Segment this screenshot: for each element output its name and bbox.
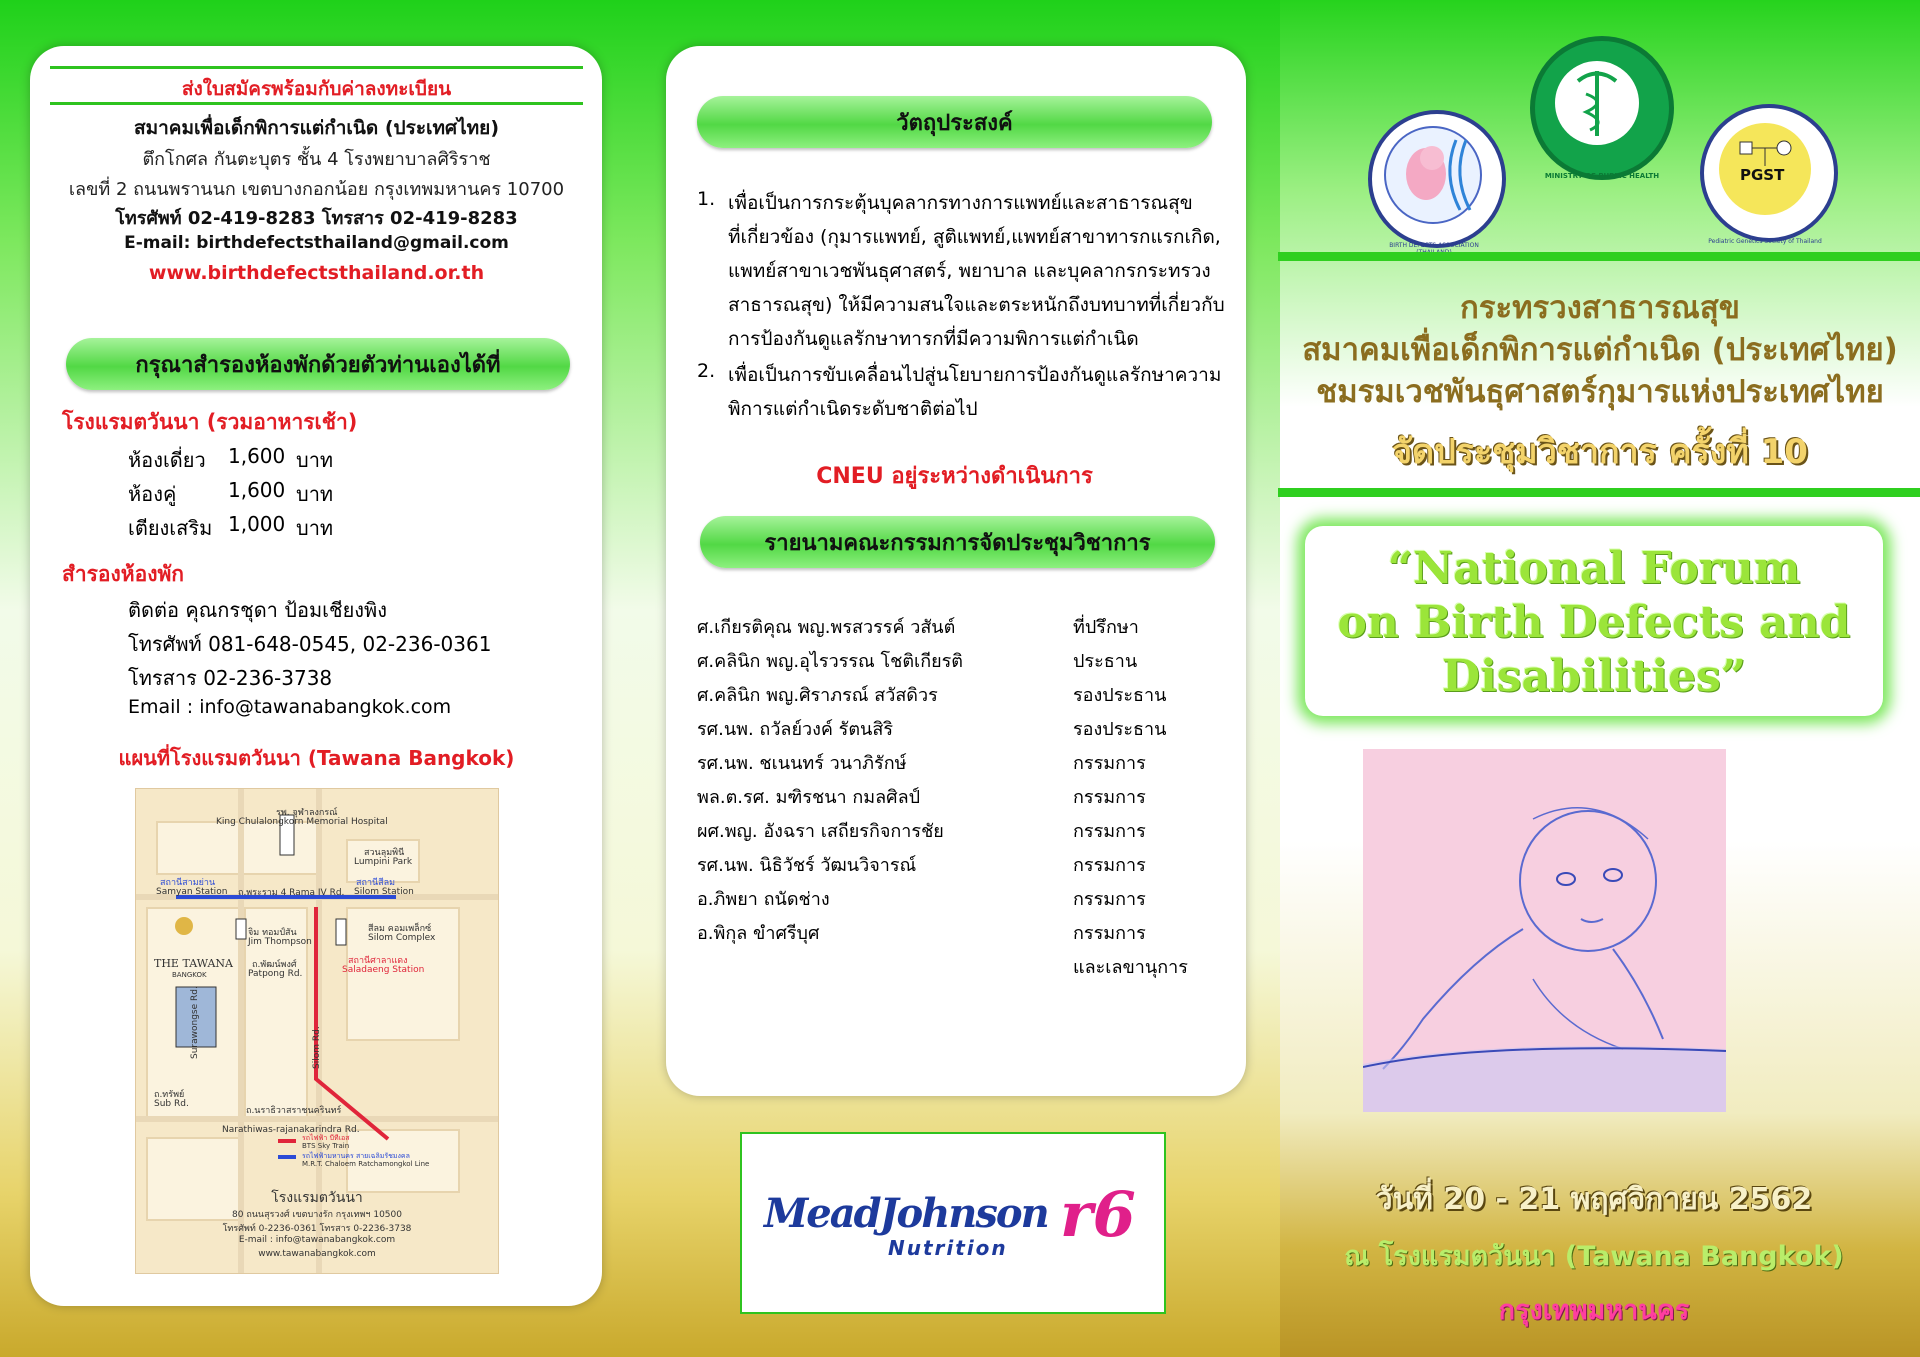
map-tawana-sub: BANGKOK xyxy=(172,971,207,979)
send-application-header: ส่งใบสมัครพร้อมกับค่าลงทะเบียน xyxy=(181,78,452,100)
objective-1-line-4: สาธารณสุข) ให้มีความสนใจและตระหนักถึงบทบาทที่เกี่ยวกับ xyxy=(728,294,1225,316)
hotel-title: โรงแรมตวันนา (รวมอาหารเช้า) xyxy=(62,410,358,434)
committee-name-5: รศ.นพ. ชเนนทร์ วนาภิรักษ์ xyxy=(697,753,907,774)
event-venue: ณ โรงแรมตวันนา (Tawana Bangkok) xyxy=(1344,1241,1844,1272)
committee-role-6: กรรมการ xyxy=(1073,787,1146,808)
association-name: สมาคมเพื่อเด็กพิการแต่กำเนิด (ประเทศไทย) xyxy=(133,117,500,139)
baby-image xyxy=(1363,749,1726,1112)
baby-sketch xyxy=(1363,749,1726,1112)
room-extra-name: เตียงเสริม xyxy=(128,516,213,540)
map-mrt-en: M.R.T. Chaloem Ratchamongkol Line xyxy=(302,1160,430,1168)
org-ministry: กระทรวงสาธารณสุข xyxy=(1460,290,1740,326)
map-hotel-web: www.tawanabangkok.com xyxy=(258,1249,376,1259)
caduceus-icon xyxy=(1530,36,1664,170)
committee-name-4: รศ.นพ. ถวัลย์วงค์ รัตนสิริ xyxy=(697,719,893,740)
map-hotel-phone: โทรศัพท์ 0-2236-0361 โทรสาร 0-2236-3738 xyxy=(222,1224,412,1234)
committee-name-3: ศ.คลินิก พญ.ศิราภรณ์ สวัสดิวร xyxy=(697,685,938,706)
website-link[interactable]: www.birthdefectsthailand.or.th xyxy=(148,262,485,284)
contact-person: ติดต่อ คุณกรชุดา ป้อมเชียงพิง xyxy=(128,598,388,622)
map-patpong-th: ถ.พัฒน์พงศ์ xyxy=(252,960,297,970)
address-line-2: เลขที่ 2 ถนนพรานนก เขตบางกอกน้อย กรุงเทพมหานคร 10700 xyxy=(68,179,565,200)
org-association: สมาคมเพื่อเด็กพิการแต่กำเนิด (ประเทศไทย) xyxy=(1302,332,1898,368)
map-surawong: Surawongse Rd. xyxy=(190,986,200,1059)
phone-fax: โทรศัพท์ 02-419-8283 โทรสาร 02-419-8283 xyxy=(115,208,518,229)
pgst-logo-label: PGST xyxy=(1740,166,1785,184)
sponsor-nutrition: Nutrition xyxy=(888,1236,1008,1260)
map-mrt-th: รถไฟฟ้ามหานคร สายเฉลิมรัชมงคล xyxy=(302,1152,410,1160)
map-rama4: ถ.พระราม 4 Rama IV Rd. xyxy=(238,888,345,898)
email[interactable]: E-mail: birthdefectsthailand@gmail.com xyxy=(124,233,509,253)
committee-role-2: ประธาน xyxy=(1073,651,1138,672)
objective-1-line-5: การป้องกันดูแลรักษาทารกที่มีความพิการแต่กำเนิด xyxy=(728,328,1139,350)
event-city: กรุงเทพมหานคร xyxy=(1498,1295,1690,1326)
map-silom-rd: Silom Rd. xyxy=(312,1026,322,1069)
committee-role-8: กรรมการ xyxy=(1073,855,1146,876)
map-hotel-email: E-mail : info@tawanabangkok.com xyxy=(238,1235,396,1245)
sponsor-r6: r6 xyxy=(1060,1178,1136,1251)
map-narathiwas-th: ถ.นราธิวาสราชนครินทร์ xyxy=(246,1106,342,1116)
committee-role-9: กรรมการ xyxy=(1073,889,1146,910)
map-bts-th: รถไฟฟ้า บีทีเอส xyxy=(302,1134,350,1142)
room-double-name: ห้องคู่ xyxy=(128,482,177,506)
map-hotel-address: 80 ถนนสุรวงศ์ เขตบางรัก กรุงเทพฯ 10500 xyxy=(232,1210,402,1220)
pgst-logo-ring-text: Pediatric Genetics Society of Thailand xyxy=(1708,238,1822,245)
header-divider-bottom xyxy=(50,102,583,105)
objective-1-line-2: ที่เกี่ยวข้อง (กุมารแพทย์, สูติแพทย์,แพทย์สาขาทารกแรกเกิด, xyxy=(728,226,1221,248)
map-hotel-th: โรงแรมตวันนา xyxy=(271,1190,363,1206)
map-tawana-en: THE TAWANA xyxy=(154,957,233,970)
map-lumpini-en: Lumpini Park xyxy=(354,857,413,867)
committee-name-2: ศ.คลินิก พญ.อุไรวรรณ โชติเกียรติ xyxy=(697,651,963,672)
room-double-unit: บาท xyxy=(296,482,334,506)
map-hospital-en: King Chulalongkorn Memorial Hospital xyxy=(216,817,388,827)
map-saladaeng-en: Saladaeng Station xyxy=(342,965,425,975)
contact-phone: โทรศัพท์ 081-648-0545, 02-236-0361 xyxy=(128,632,492,656)
objective-pill: วัตถุประสงค์ xyxy=(697,96,1212,148)
room-single-price: 1,600 xyxy=(228,444,286,468)
committee-name-8: รศ.นพ. นิธิวัชร์ วัฒนวิจารณ์ xyxy=(697,855,917,876)
committee-name-10: อ.พิกุล ขำศรีบุศ xyxy=(697,923,820,944)
objective-1-number: 1. xyxy=(697,188,716,210)
room-double-price: 1,600 xyxy=(228,478,286,502)
forum-title-line-3: Disabilities” xyxy=(1441,651,1747,702)
forum-title-line-2: on Birth Defects and xyxy=(1337,597,1851,648)
committee-role-4: รองประธาน xyxy=(1073,719,1167,740)
bda-logo xyxy=(1368,110,1506,248)
committee-name-6: พล.ต.รศ. มฑิรชนา กมลศิลป์ xyxy=(697,787,921,808)
hotel-map xyxy=(135,788,499,1274)
committee-name-9: อ.ภิพยา ถนัดช่าง xyxy=(697,889,830,910)
moph-logo xyxy=(1530,36,1674,180)
map-samyan-en: Samyan Station xyxy=(156,887,228,897)
conference-number: จัดประชุมวิชาการ ครั้งที่ 10 xyxy=(1392,432,1808,472)
map-jim-en: Jim Thompson xyxy=(248,937,312,947)
map-silom-complex-en: Silom Complex xyxy=(368,933,436,943)
header-divider-top xyxy=(50,66,583,69)
moph-logo-text: MINISTRY OF PUBLIC HEALTH xyxy=(1544,172,1660,180)
map-silom-complex-th: สีลม คอมเพล็กซ์ xyxy=(368,924,432,934)
map-samyan-th: สถานีสามย่าน xyxy=(160,878,216,888)
fetus-icon xyxy=(1368,110,1498,240)
map-hospital-th: รพ. จุฬาลงกรณ์ xyxy=(276,808,338,818)
map-silom-station-en: Silom Station xyxy=(354,887,414,897)
objective-2-line-2: พิการแต่กำเนิดระดับชาติต่อไป xyxy=(728,398,978,420)
committee-pill: รายนามคณะกรรมการจัดประชุมวิชาการ xyxy=(700,516,1215,568)
map-saladaeng-th: สถานีศาลาแดง xyxy=(348,956,408,966)
committee-role-extra: และเลขานุการ xyxy=(1073,957,1188,978)
committee-role-3: รองประธาน xyxy=(1073,685,1167,706)
map-jim-th: จิม ทอมป์สัน xyxy=(248,928,297,938)
org-club: ชมรมเวชพันธุศาสตร์กุมารแห่งประเทศไทย xyxy=(1316,374,1884,410)
room-extra-price: 1,000 xyxy=(228,512,286,536)
committee-name-7: ผศ.พญ. อังฉรา เสถียรกิจการชัย xyxy=(697,821,944,842)
title-bar-top xyxy=(1278,252,1920,261)
map-bts-en: BTS Sky Train xyxy=(302,1142,350,1150)
objective-1-line-3: แพทย์สาขาเวชพันธุศาสตร์, พยาบาล และบุคลากรกระทรวง xyxy=(728,260,1211,282)
contact-email[interactable]: Email : info@tawanabangkok.com xyxy=(128,696,452,718)
map-silom-station-th: สถานีสีลม xyxy=(356,878,396,888)
forum-title-line-1: “National Forum xyxy=(1387,543,1801,594)
map-narathiwas-en: Narathiwas-rajanakarindra Rd. xyxy=(222,1125,360,1135)
map-sub-th: ถ.ทรัพย์ xyxy=(154,1090,185,1100)
address-line-1: ตึกโกศล กันตะบุตร ชั้น 4 โรงพยาบาลศิริราช xyxy=(142,149,491,170)
cneu-status: CNEU อยู่ระหว่างดำเนินการ xyxy=(816,464,1093,489)
objective-2-line-1: เพื่อเป็นการขับเคลื่อนไปสู่นโยบายการป้องกันดูแลรักษาความ xyxy=(728,364,1222,386)
room-extra-unit: บาท xyxy=(296,516,334,540)
booking-pill: กรุณาสำรองห้องพักด้วยตัวท่านเองได้ที่ xyxy=(66,338,570,390)
event-date: วันที่ 20 - 21 พฤศจิกายน 2562 xyxy=(1375,1182,1813,1217)
objective-1-line-1: เพื่อเป็นการกระตุ้นบุคลากรทางการแพทย์และสาธารณสุข xyxy=(728,192,1193,214)
committee-role-10: กรรมการ xyxy=(1073,923,1146,944)
map-patpong-en: Patpong Rd. xyxy=(248,969,303,979)
committee-name-1: ศ.เกียรติคุณ พญ.พรสวรรค์ วสันต์ xyxy=(697,617,956,638)
room-single-name: ห้องเดี่ยว xyxy=(128,448,206,472)
bda-logo-text: BIRTH DEFECTS ASSOCIATION xyxy=(1389,242,1479,249)
title-bar-bottom xyxy=(1278,488,1920,497)
map-lumpini-th: สวนลุมพินี xyxy=(364,848,405,858)
map-title: แผนที่โรงแรมตวันนา (Tawana Bangkok) xyxy=(118,746,515,770)
contact-fax: โทรสาร 02-236-3738 xyxy=(128,666,333,690)
room-single-unit: บาท xyxy=(296,448,334,472)
map-sub-en: Sub Rd. xyxy=(154,1099,189,1109)
sponsor-meadjohnson: MeadJohnson xyxy=(764,1190,1048,1237)
objective-2-number: 2. xyxy=(697,360,716,382)
committee-role-1: ที่ปรึกษา xyxy=(1073,617,1139,638)
committee-role-7: กรรมการ xyxy=(1073,821,1146,842)
committee-role-5: กรรมการ xyxy=(1073,753,1146,774)
reserve-title: สำรองห้องพัก xyxy=(62,562,185,586)
